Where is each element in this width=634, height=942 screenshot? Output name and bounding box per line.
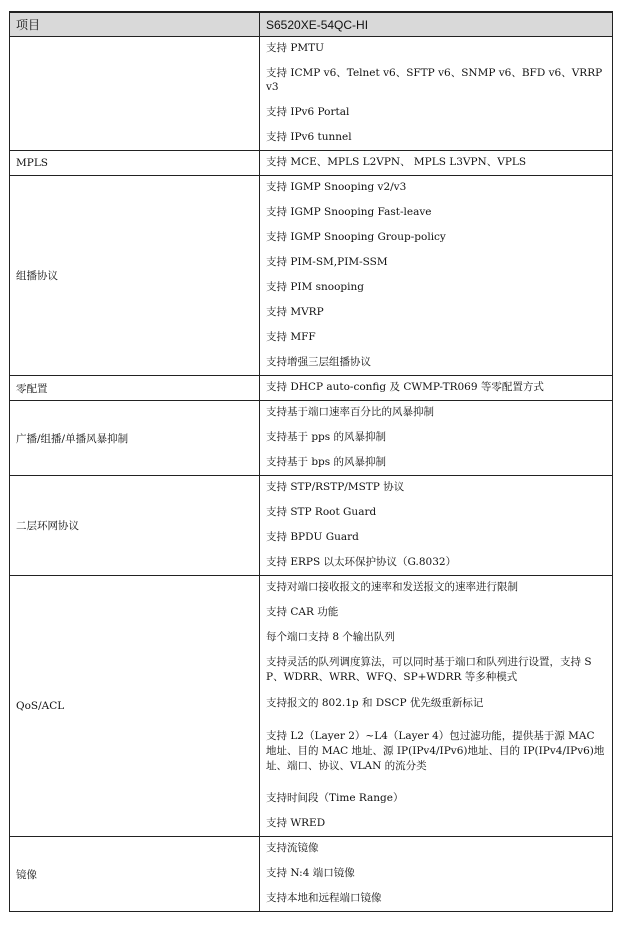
feature-line: 支持 MFF [266, 331, 316, 343]
feature-line: 支持 DHCP auto-config 及 CWMP-TR069 等零配置方式 [266, 381, 544, 393]
feature-line: 支持 IPv6 Portal [266, 106, 350, 118]
feature-line: 支持基于 pps 的风暴抑制 [266, 431, 387, 443]
table-row [10, 401, 613, 476]
row-item: QoS/ACL [10, 576, 260, 837]
spec-table-container [9, 11, 613, 912]
table-row [10, 376, 613, 401]
row-features [260, 837, 613, 912]
feature-line: 支持 IGMP Snooping Group-policy [266, 231, 446, 243]
feature-line: 支持流镜像 [266, 842, 319, 854]
table-row [10, 476, 613, 576]
feature-line: 支持 MCE、MPLS L2VPN、 MPLS L3VPN、VPLS [266, 156, 527, 168]
feature-line: 支持 IPv6 tunnel [266, 131, 352, 143]
feature-line: 支持 STP/RSTP/MSTP 协议 [266, 481, 405, 493]
row-features [260, 401, 613, 476]
row-features [260, 476, 613, 576]
row-item: 广播/组播/单播风暴抑制 [10, 401, 260, 476]
table-row [10, 576, 613, 837]
feature-line: 支持 IGMP Snooping Fast-leave [266, 206, 432, 218]
feature-line: 支持 ERPS 以太环保护协议（G.8032） [266, 556, 457, 568]
feature-line: 支持本地和远程端口镜像 [266, 892, 382, 904]
table-row [10, 151, 613, 176]
row-item: 二层环网协议 [10, 476, 260, 576]
feature-line: 支持 BPDU Guard [266, 531, 359, 543]
feature-line: 支持 MVRP [266, 306, 324, 318]
row-features [260, 176, 613, 376]
feature-line: 支持 ICMP v6、Telnet v6、SFTP v6、SNMP v6、BFD v6、VRRP v3 [266, 67, 603, 93]
table-header-row [10, 12, 613, 37]
feature-line: 支持基于端口速率百分比的风暴抑制 [266, 406, 434, 418]
feature-line: 支持 PMTU [266, 42, 325, 54]
feature-line: 支持 WRED [266, 817, 326, 829]
feature-line: 支持 N:4 端口镜像 [266, 867, 355, 879]
row-features [260, 37, 613, 151]
feature-line: 每个端口支持 8 个输出队列 [266, 631, 395, 643]
row-item: 镜像 [10, 837, 260, 912]
row-features [260, 151, 613, 176]
row-item: 组播协议 [10, 176, 260, 376]
feature-line: 支持 STP Root Guard [266, 506, 377, 518]
table-row [10, 37, 613, 151]
feature-line: 支持对端口接收报文的速率和发送报文的速率进行限制 [266, 581, 518, 593]
row-features [260, 576, 613, 837]
row-item [10, 37, 260, 151]
feature-line: 支持 L2（Layer 2）~L4（Layer 4）包过滤功能，提供基于源 MAC 地址、目的 MAC 地址、源 IP(IPv4/IPv6)地址、目的 IP(IPv4/IPv6)地址、端口、协议、VLAN 的流分类 [266, 730, 605, 772]
row-item: 零配置 [10, 376, 260, 401]
header-model: S6520XE-54QC-HI [260, 12, 613, 37]
feature-line: 支持增强三层组播协议 [266, 356, 371, 368]
feature-line: 支持时间段（Time Range） [266, 792, 404, 804]
table-row [10, 176, 613, 376]
feature-line: 支持基于 bps 的风暴抑制 [266, 456, 387, 468]
feature-line: 支持 PIM snooping [266, 281, 364, 293]
row-features [260, 376, 613, 401]
feature-line: 支持 PIM-SM,PIM-SSM [266, 256, 388, 268]
spec-table [9, 11, 613, 912]
table-row [10, 837, 613, 912]
feature-line: 支持灵活的队列调度算法，可以同时基于端口和队列进行设置，支持 SP、WDRR、WRR、WFQ、SP+WDRR 等多种模式 [266, 656, 592, 683]
header-item: 项目 [10, 12, 260, 37]
feature-line: 支持报文的 802.1p 和 DSCP 优先级重新标记 [266, 697, 484, 709]
feature-line: 支持 IGMP Snooping v2/v3 [266, 181, 407, 193]
feature-line: 支持 CAR 功能 [266, 606, 339, 618]
row-item: MPLS [10, 151, 260, 176]
